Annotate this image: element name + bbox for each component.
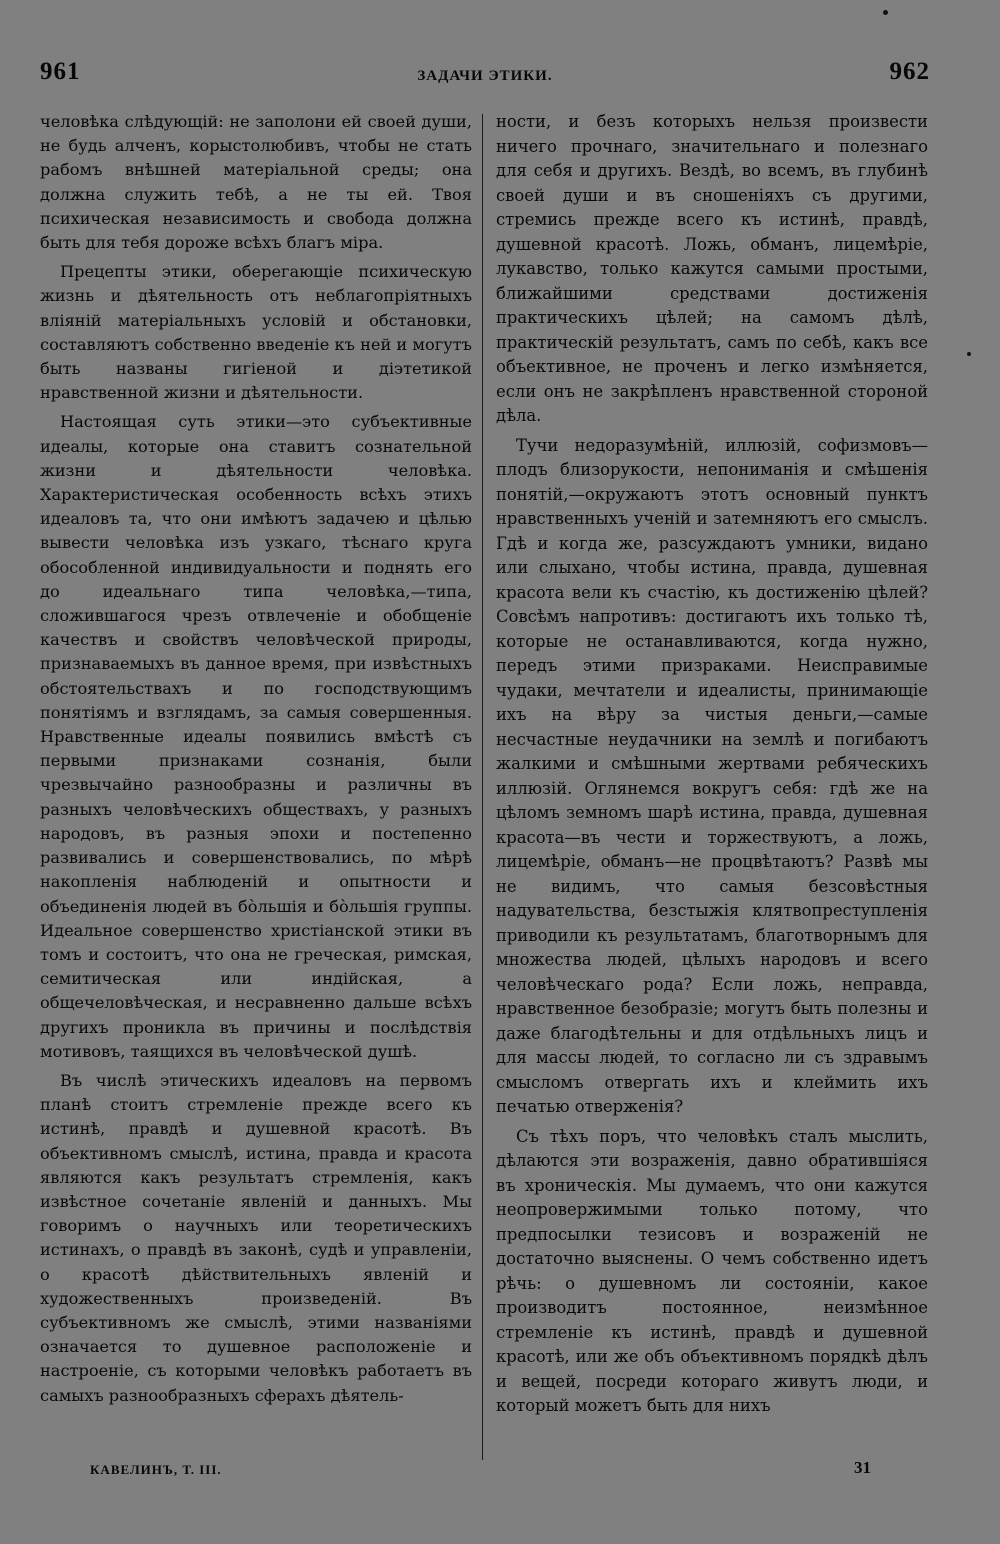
printer-signature: КАВЕЛИНЪ, Т. III. xyxy=(90,1462,222,1477)
running-title: ЗАДАЧИ ЭТИКИ. xyxy=(417,68,553,84)
left-column xyxy=(40,110,472,1413)
paragraph: Настоящая суть этики—это субъективные идеалы, которые она ставитъ сознательной жизни и дѣятельности человѣка. Характеристическая особенность всѣхъ этихъ идеаловъ та, что они имѣютъ задачею и цѣлью вывести человѣка изъ узкаго, тѣснаго круга обособленной индивидуальности и поднять его до идеальнаго типа человѣка,—типа, сложившагося чрезъ отвлеченіе и обобщеніе качествъ и свойствъ человѣческой природы, признаваемыхъ въ данное время, при извѣстныхъ обстоятельствахъ и по господствующимъ понятіямъ и взглядамъ, за самыя совершенныя. Нравственные идеалы появились вмѣстѣ съ первыми признаками сознанія, были чрезвычайно разнообразны и различны въ разныхъ человѣческихъ обществахъ, у разныхъ народовъ, въ разныя эпохи и постепенно развивались и совершенствовались, по мѣрѣ накопленія наблюденій и опытности и объединенія людей въ бо̀льшія и бо̀льшія группы. Идеальное совершенство христіанской этики въ томъ и состоитъ, что она не греческая, римская, семитическая или индійская, а общечеловѣческая, и несравненно дальше всѣхъ другихъ проникла въ причины и послѣдствія мотивовъ, таящихся въ человѣческой душѣ. xyxy=(40,412,472,1061)
sheet-number: 31 xyxy=(854,1458,871,1477)
paragraph: Съ тѣхъ поръ, что человѣкъ сталъ мыслить, дѣлаются эти возраженія, давно обратившіяся въ хроническія. Мы думаемъ, что они кажутся неопровержимыми только потому, что предпосылки тезисовъ и возраженій не достаточно выяснены. О чемъ собственно идетъ рѣчь: о душевномъ ли состояніи, какое производитъ постоянное, неизмѣнное стремленіе къ истинѣ, правдѣ и душевной красотѣ, или же объ объективномъ порядкѣ дѣлъ и вещей, посреди котораго живутъ люди, и который можетъ быть для нихъ xyxy=(496,1126,928,1415)
paragraph: человѣка слѣдующій: не заполони ей своей души, не будь алченъ, корыстолюбивъ, чтобы не стать рабомъ внѣшней матеріальной среды; она должна служить тебѣ, а не ты ей. Твоя психическая независимость и свобода должна быть для тебя дороже всѣхъ благъ міра. xyxy=(40,112,472,253)
paragraph: Прецепты этики, оберегающіе психическую жизнь и дѣятельность отъ неблагопріятныхъ вліяній матеріальныхъ условій и обстановки, составляютъ собственно введеніе къ ней и могутъ быть названы гигіеной и діэтетикой нравственной жизни и дѣятельности. xyxy=(40,262,472,403)
ink-speck xyxy=(883,10,888,15)
column-divider xyxy=(482,114,483,1460)
right-column xyxy=(496,110,928,1424)
ink-speck xyxy=(967,352,971,356)
paragraph: Въ числѣ этическихъ идеаловъ на первомъ планѣ стоитъ стремленіе прежде всего къ истинѣ, правдѣ и душевной красотѣ. Въ объективномъ смыслѣ, истина, правда и красота являются какъ результатъ стремленія, какъ извѣстное сочетаніе явленій и данныхъ. Мы говоримъ о научныхъ или теоретическихъ истинахъ, о правдѣ въ законѣ, судѣ и управленіи, о красотѣ дѣйствительныхъ явленій и художественныхъ произведеній. Въ субъективномъ же смыслѣ, этими названіями означается то душевное расположеніе и настроеніе, съ которыми человѣкъ работаетъ въ самыхъ разнообразныхъ сферахъ дѣятель- xyxy=(40,1070,472,1405)
page-number-right: 962 xyxy=(889,58,930,85)
paragraph: ности, и безъ которыхъ нельзя произвести ничего прочнаго, значительнаго и полезнаго для себя и другихъ. Вездѣ, во всемъ, въ глубинѣ своей души и въ сношеніяхъ съ другими, стремись прежде всего къ истинѣ, правдѣ, душевной красотѣ. Ложь, обманъ, лицемѣріе, лукавство, только кажутся самыми простыми, ближайшими средствами достиженія практическихъ цѣлей; на самомъ дѣлѣ, практическій результатъ, самъ по себѣ, какъ все объективное, не проченъ и легко измѣняется, если онъ не закрѣпленъ нравственной стороной дѣла. xyxy=(496,112,928,425)
page-number-left: 961 xyxy=(40,58,81,85)
running-header xyxy=(40,58,930,98)
paragraph: Тучи недоразумѣній, иллюзій, софизмовъ—плодъ близорукости, непониманія и смѣшенія понятій,—окружаютъ этотъ основный пунктъ нравственныхъ ученій и затемняютъ его смыслъ. Гдѣ и когда же, разсуждаютъ умники, видано или слыхано, чтобы истина, правда, душевная красота вели къ счастію, къ достиженію цѣлей? Совсѣмъ напротивъ: достигаютъ ихъ только тѣ, которые не останавливаются, когда нужно, передъ этими призраками. Неисправимые чудаки, мечтатели и идеалисты, принимающіе ихъ на вѣру за чистыя деньги,—самые несчастные неудачники на землѣ и погибаютъ жалкими и смѣшными жертвами ребяческихъ иллюзій. Оглянемся вокругъ себя: гдѣ же на цѣломъ земномъ шарѣ истина, правда, душевная красота—въ чести и торжествуютъ, а ложь, лицемѣріе, обманъ—не процвѣтаютъ? Развѣ мы не видимъ, что самыя безсовѣстныя надувательства, безстыжія клятвопреступленія приводили къ результатамъ, благотворнымъ для множества людей, цѣлыхъ народовъ и всего человѣческаго рода? Если ложь, неправда, нравственное безобразіе; могутъ быть полезны и даже благодѣтельны и для отдѣльныхъ лицъ и для массы людей, то согласно ли съ здравымъ смысломъ отвергать ихъ и клеймить ихъ печатью отверженія? xyxy=(496,435,928,1116)
